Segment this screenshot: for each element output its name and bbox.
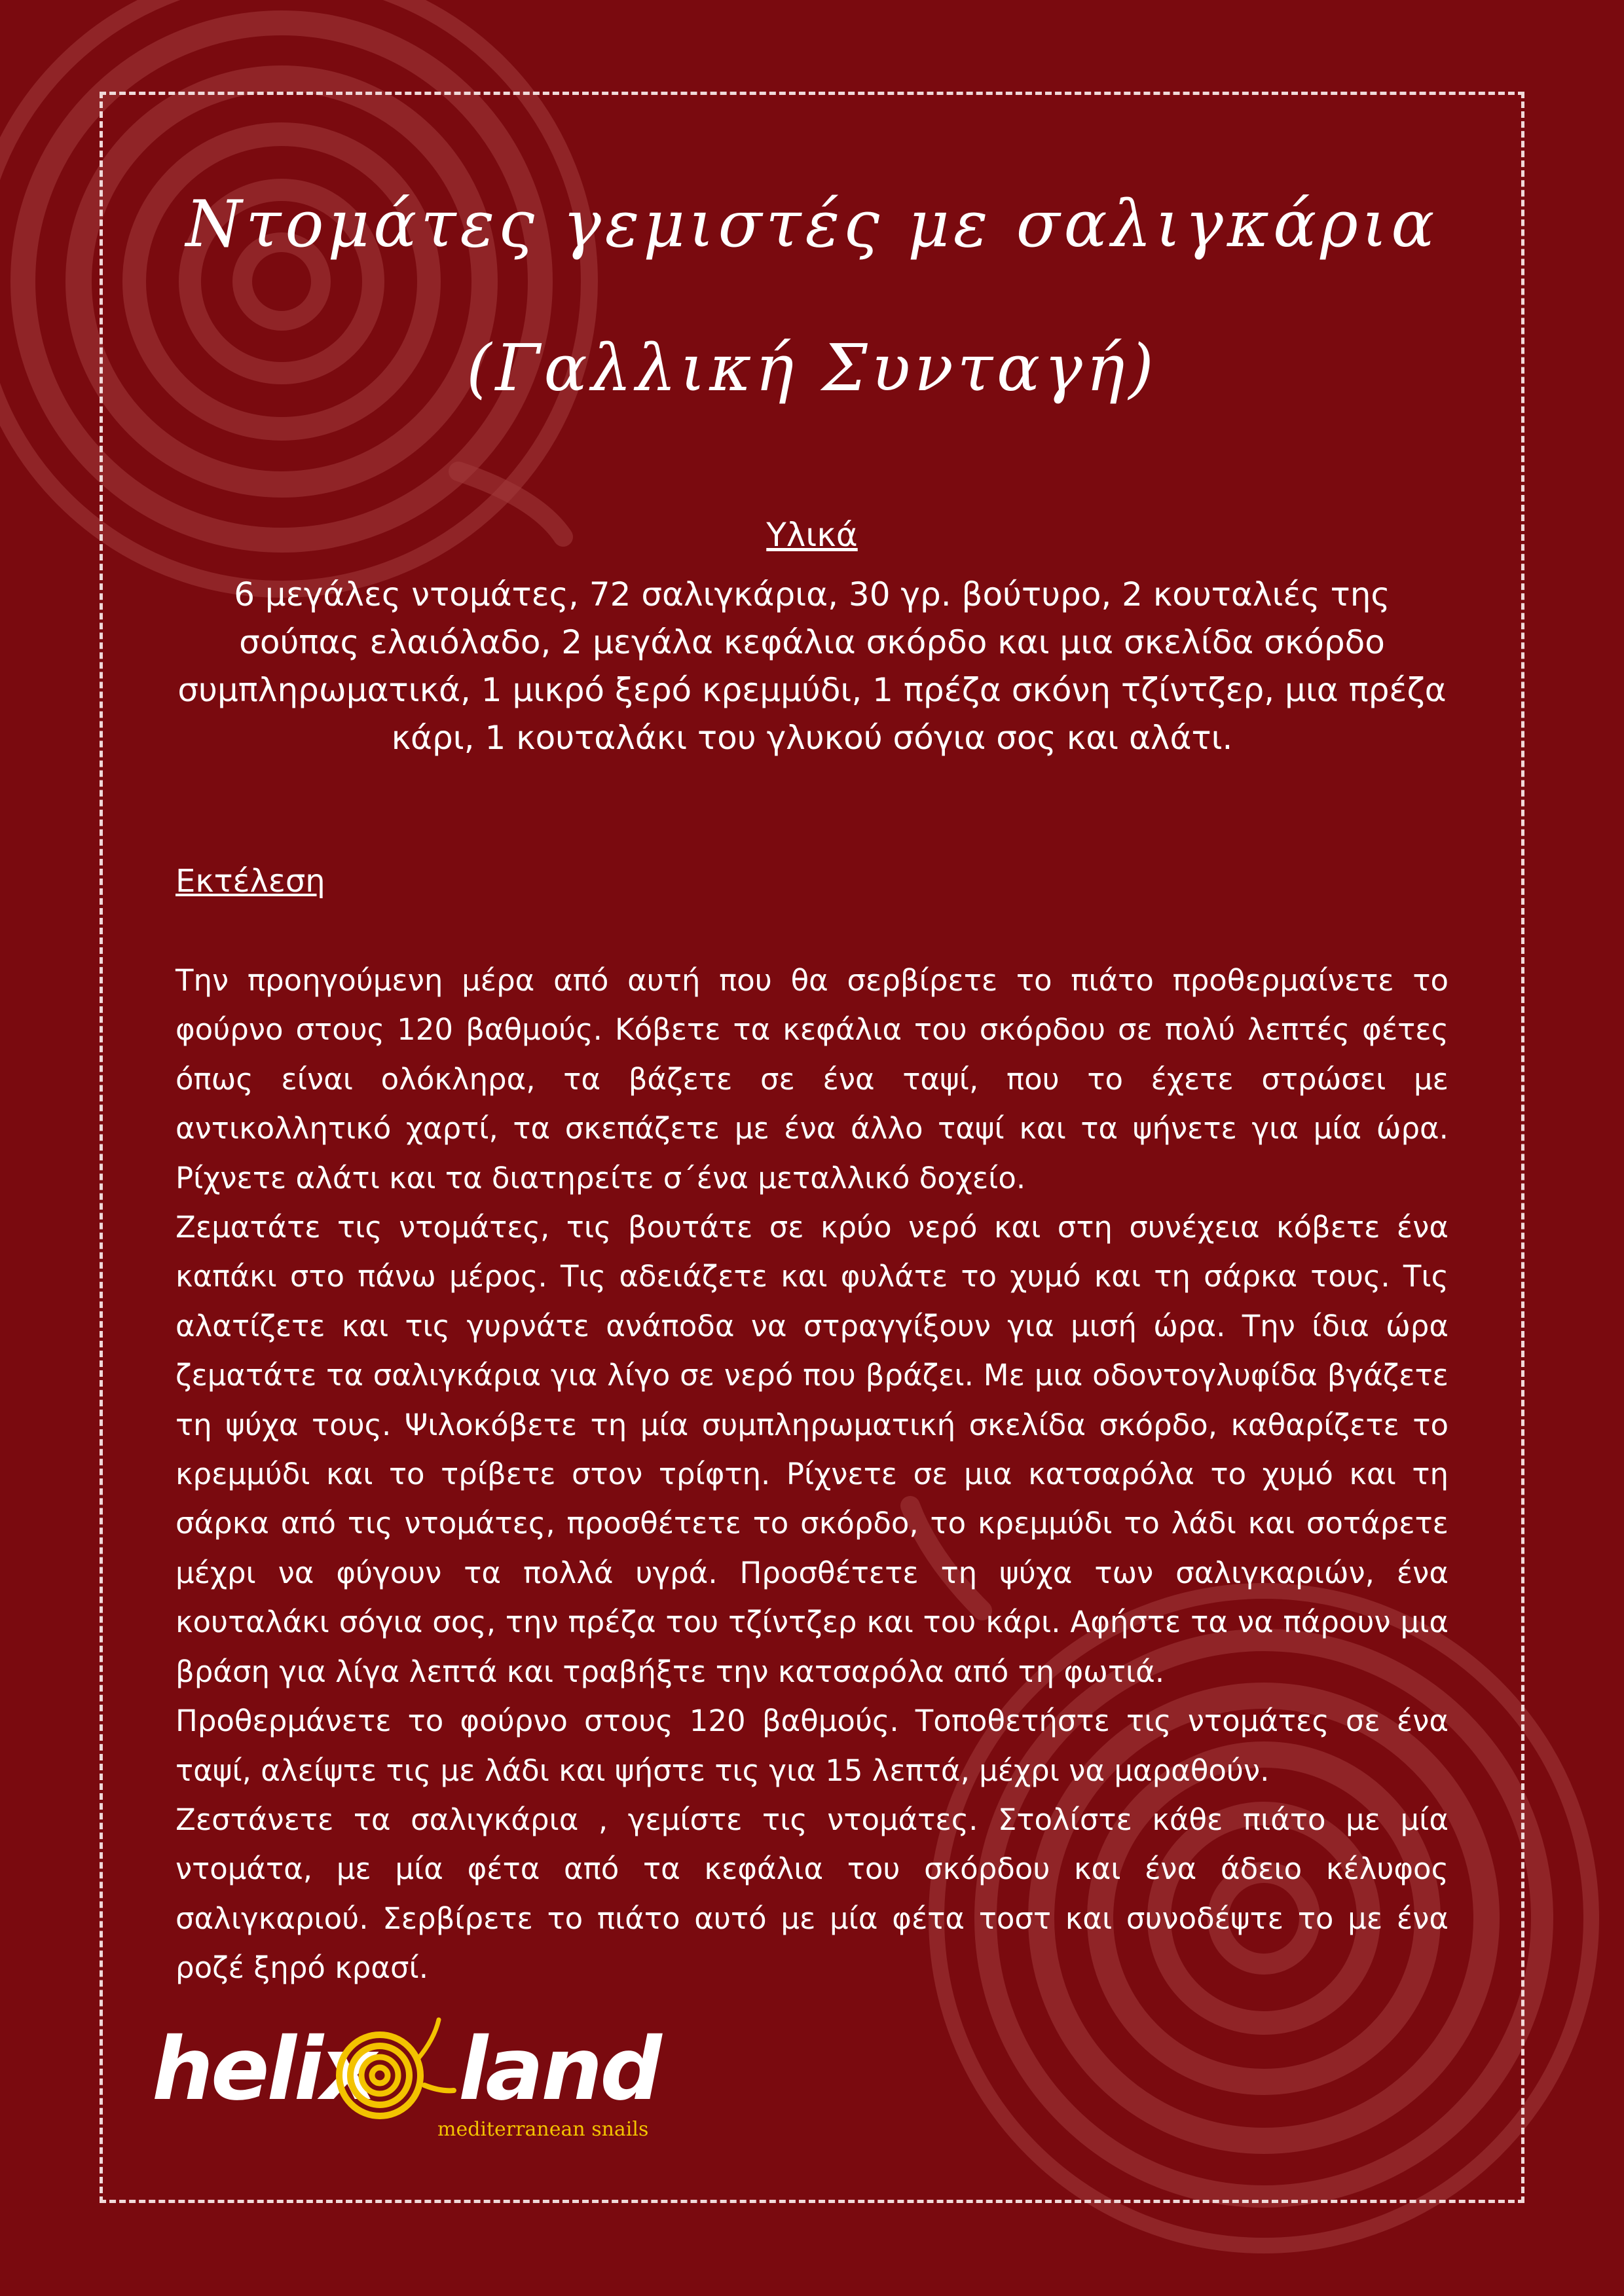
method-text: [175, 956, 1449, 1993]
logo-tagline: mediterranean snails: [437, 2118, 649, 2141]
method-paragraph: Ζεματάτε τις ντομάτες, τις βουτάτε σε κρύο νερό και στη συνέχεια κόβετε ένα καπάκι στο πάνω μέρος. Τις αδειάζετε και φυλάτε το χυμό και τη σάρκα τους. Τις αλατίζετε και τις γυρνάτε ανάποδα να στραγγίξουν για μισή ώρα. Την ίδια ώρα ζεματάτε τα σαλιγκάρια για λίγο σε νερό που βράζει. Με μια οδοντογλυφίδα βγάζετε τη ψύχα τους. Ψιλοκόβετε τη μία συμπληρωματική σκελίδα σκόρδο, καθαρίζετε το κρεμμύδι και το τρίβετε στον τρίφτη. Ρίχνετε σε μια κατσαρόλα το χυμό και τη σάρκα από τις ντομάτες, προσθέτετε το σκόρδο, το κρεμμύδι το λάδι και σοτάρετε μέχρι να φύγουν τα πολλά υγρά. Προσθέτετε τη ψύχα των σαλιγκαριών, ένα κουταλάκι σόγια σος, την πρέζα του τζίντζερ και του κάρι. Αφήστε τα να πάρουν μια βράση για λίγα λεπτά και τραβήξτε την κατσαρόλα από τη φωτιά.: [175, 1210, 1449, 1689]
method-paragraph: Την προηγούμενη μέρα από αυτή που θα σερβίρετε το πιάτο προθερμαίνετε το φούρνο στους 120 βαθμούς. Κόβετε τα κεφάλια του σκόρδου σε πολύ λεπτές φέτες όπως είναι ολόκληρα, τα βάζετε σε ένα ταψί, που το έχετε στρώσει με αντικολλητικό χαρτί, τα σκεπάζετε με ένα άλλο ταψί και τα ψήνετε για μία ώρα. Ρίχνετε αλάτι και τα διατηρείτε σ΄ένα μεταλλικό δοχείο.: [175, 963, 1449, 1195]
recipe-title-line1: Ντομάτες γεμιστές με σαλιγκάρια: [185, 187, 1439, 262]
recipe-title-line2: (Γαλλική Συνταγή): [466, 331, 1158, 406]
ingredients-text: 6 μεγάλες ντομάτες, 72 σαλιγκάρια, 30 γρ. βούτυρο, 2 κουταλιές της σούπας ελαιόλαδο, 2 μεγάλα κεφάλια σκόρδο και μια σκελίδα σκόρδο συμπληρωματικά, 1 μικρό ξερό κρεμμύδι, 1 πρέζα σκόνη τζίντζερ, μια πρέζα κάρι, 1 κουταλάκι του γλυκού σόγια σος και αλάτι.: [177, 575, 1447, 757]
method-paragraph: Προθερμάνετε το φούρνο στους 120 βαθμούς. Τοποθετήστε τις ντομάτες σε ένα ταψί, αλείψτε τις με λάδι και ψήστε τις για 15 λεπτά, μέχρι να μαραθούν.: [175, 1704, 1449, 1788]
helixland-logo: [152, 2019, 659, 2141]
spiral-snail-icon: [320, 2013, 457, 2124]
method-paragraph: Ζεστάνετε τα σαλιγκάρια , γεμίστε τις ντομάτες. Στολίστε κάθε πιάτο με μία ντομάτα, με μία φέτα από τα κεφάλια του σκόρδου και ένα άδειο κέλυφος σαλιγκαριού. Σερβίρετε το πιάτο αυτό με μία φέτα τοστ και συνοδέψτε το με ένα ροζέ ξηρό κρασί.: [175, 1802, 1449, 1986]
method-heading: Εκτέλεση: [175, 863, 325, 900]
logo-word-land: land: [458, 2019, 659, 2120]
logo-word-helix: helix: [152, 2019, 375, 2120]
ingredients-heading: Υλικά: [766, 516, 858, 554]
